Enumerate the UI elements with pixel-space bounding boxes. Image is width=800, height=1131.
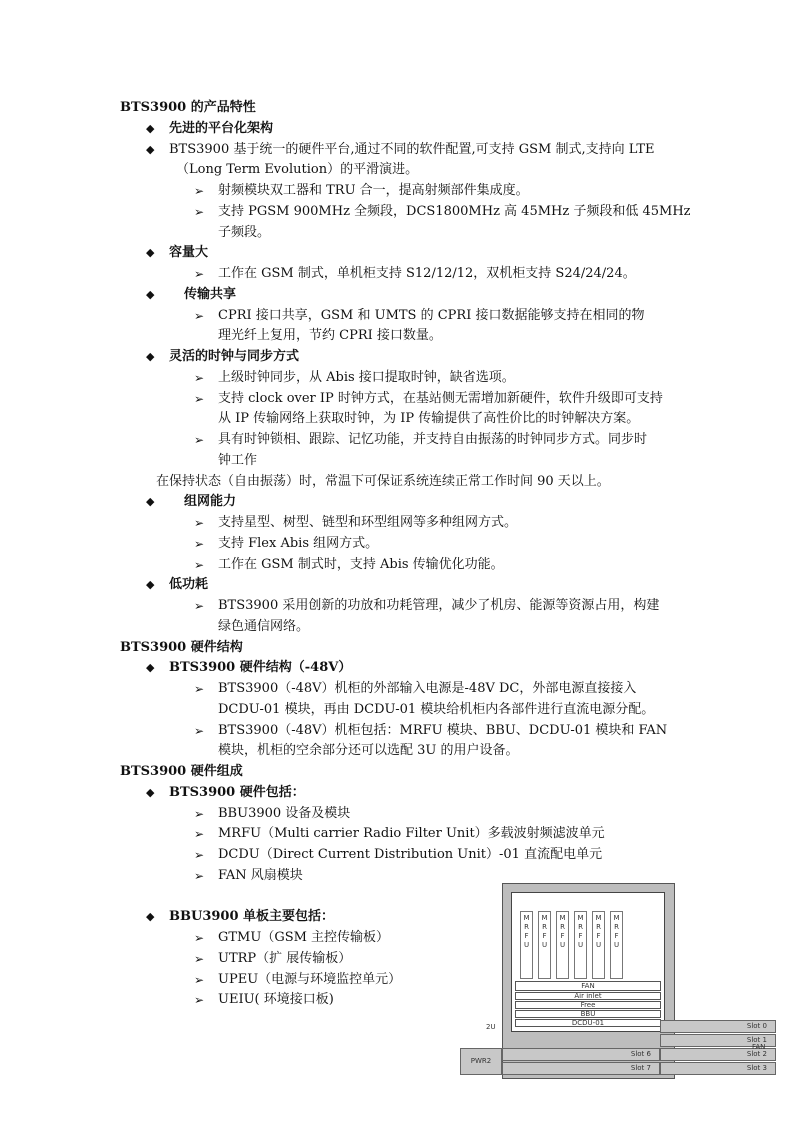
diamond-bullet-icon: ◆ [146,578,155,592]
text-line: BTS3900（-48V）机柜的外部输入电源是-48V DC，外部电源直接接入 [218,681,637,696]
diamond-bullet-icon: ◆ [146,495,155,509]
slot-7: Slot 7 [502,1062,660,1075]
arrow-bullet-icon: ➢ [194,848,205,862]
heading-line: 传输共享 [184,286,237,302]
slot-1: Slot 1 [660,1034,776,1047]
heading-line: BTS3900 硬件结构（-48V） [169,660,352,676]
text-line: （Long Term Evolution）的平滑演进。 [176,162,419,178]
pwr-box: PWR2 [460,1048,502,1075]
slot-0: Slot 0 [660,1020,776,1033]
text-line: 钟工作 [218,452,258,468]
arrow-bullet-icon: ➢ [194,827,205,842]
fan-side-label: FAN [752,1043,766,1051]
heading-line: 容量大 [169,245,209,261]
mrfu-module: M R F U [520,911,533,979]
text-line: 模块，机柜的空余部分还可以选配 3U 的用户设备。 [218,743,519,759]
arrow-bullet-icon: ➢ [194,682,205,696]
arrow-bullet-icon: ➢ [194,433,205,447]
text-line: 工作在 GSM 制式时，支持 Abis 传输优化功能。 [218,556,504,572]
text-line: MRFU（Multi carrier Radio Filter Unit）多载波射频滤波单元 [218,826,605,842]
slot-3: Slot 3 [660,1062,776,1075]
text-line: 支持 clock over IP 时钟方式，在基站侧无需增加新硬件，软件升级即可支持 [218,390,663,406]
mrfu-module: M R F U [538,911,551,979]
heading-line: 低功耗 [169,577,209,593]
air-inlet-bar: Air inlet [515,992,661,1000]
text-line: 理光纤上复用，节约 CPRI 接口数量。 [218,328,442,344]
bbu-bar: BBU [515,1010,661,1018]
arrow-bullet-icon: ➢ [194,557,205,572]
arrow-bullet-icon: ➢ [194,993,205,1008]
text-line: 从 IP 传输网络上获取时钟，为 IP 传输提供了高性价比的时钟解决方案。 [218,411,640,427]
heading-line: 组网能力 [184,494,237,510]
text-line: 工作在 GSM 制式，单机柜支持 S12/12/12，双机柜支持 S24/24/24。 [218,266,636,281]
arrow-bullet-icon: ➢ [194,184,205,198]
arrow-bullet-icon: ➢ [194,931,205,945]
size-2u-label: 2U [486,1023,496,1031]
slot-6: Slot 6 [502,1048,660,1061]
text-line: 子频段。 [218,224,271,240]
mrfu-module: M R F U [556,911,569,979]
heading-line: BTS3900 硬件组成 [120,764,243,779]
heading-line: BTS3900 硬件结构 [120,639,243,655]
text-line: GTMU（GSM 主控传输板） [218,930,390,945]
text-line: BTS3900（-48V）机柜包括：MRFU 模块、BBU、DCDU-01 模块和 FAN [218,722,668,738]
arrow-bullet-icon: ➢ [194,972,205,987]
diamond-bullet-icon: ◆ [146,785,155,799]
arrow-bullet-icon: ➢ [194,204,205,219]
arrow-bullet-icon: ➢ [194,536,205,551]
slot-2: Slot 2 [660,1048,776,1061]
text-line: FAN 风扇模块 [218,867,303,883]
text-line: DCDU-01 模块，再由 DCDU-01 模块给机柜内各部件进行直流电源分配。 [218,701,655,717]
diamond-bullet-icon: ◆ [146,287,155,301]
text-line: CPRI 接口共享，GSM 和 UMTS 的 CPRI 接口数据能够支持在相同的物 [218,307,645,323]
diamond-bullet-icon: ◆ [146,910,155,924]
heading-line: BBU3900 单板主要包括： [169,909,335,925]
diamond-bullet-icon: ◆ [146,142,155,156]
text-line: UEIU( 环境接口板) [218,992,334,1008]
arrow-bullet-icon: ➢ [194,370,205,385]
arrow-bullet-icon: ➢ [194,868,205,883]
fan-bar: FAN [515,981,661,991]
text-line: 绿色通信网络。 [218,618,310,634]
cabinet-diagram [460,883,776,1079]
dcdu-bar: DCDU-01 [515,1019,661,1027]
arrow-bullet-icon: ➢ [194,951,205,966]
text-line: 支持星型、树型、链型和环型组网等多种组网方式。 [218,515,518,530]
text-line: BTS3900 基于统一的硬件平台,通过不同的软件配置,可支持 GSM 制式,支持向 LTE [169,141,655,157]
diamond-bullet-icon: ◆ [146,246,155,260]
heading-line: 先进的平台化架构 [169,120,274,136]
text-line: 在保持状态（自由振荡）时，常温下可保证系统连续正常工作时间 90 天以上。 [156,473,610,489]
cabinet-inner [511,892,665,1032]
mrfu-module: M R F U [592,911,605,979]
arrow-bullet-icon: ➢ [194,267,205,281]
heading-line: BTS3900 硬件包括： [169,784,305,800]
text-line: BTS3900 采用创新的功放和功耗管理，减少了机房、能源等资源占用，构建 [218,598,660,613]
diamond-bullet-icon: ◆ [146,661,155,675]
arrow-bullet-icon: ➢ [194,516,205,530]
diamond-bullet-icon: ◆ [146,121,155,135]
heading-line: BTS3900 的产品特性 [120,100,256,115]
mrfu-module: M R F U [610,911,623,979]
text-line: 支持 PGSM 900MHz 全频段，DCS1800MHz 高 45MHz 子频段和低 45MHz [218,203,691,219]
text-line: BBU3900 设备及模块 [218,805,351,821]
free-bar: Free [515,1001,661,1009]
text-line: UPEU（电源与环境监控单元） [218,971,402,987]
text-line: 射频模块双工器和 TRU 合一，提高射频部件集成度。 [218,183,529,198]
arrow-bullet-icon: ➢ [194,391,205,406]
text-line: 具有时钟锁相、跟踪、记忆功能，并支持自由振荡的时钟同步方式。同步时 [218,432,648,447]
text-line: UTRP（扩 展传输板） [218,950,352,966]
heading-line: 灵活的时钟与同步方式 [169,349,300,364]
arrow-bullet-icon: ➢ [194,723,205,738]
diamond-bullet-icon: ◆ [146,350,155,363]
arrow-bullet-icon: ➢ [194,806,205,821]
text-line: DCDU（Direct Current Distribution Unit）-01 直流配电单元 [218,847,603,862]
text-line: 支持 Flex Abis 组网方式。 [218,535,379,551]
arrow-bullet-icon: ➢ [194,308,205,323]
arrow-bullet-icon: ➢ [194,599,205,613]
mrfu-module: M R F U [574,911,587,979]
text-line: 上级时钟同步，从 Abis 接口提取时钟，缺省选项。 [218,369,515,385]
